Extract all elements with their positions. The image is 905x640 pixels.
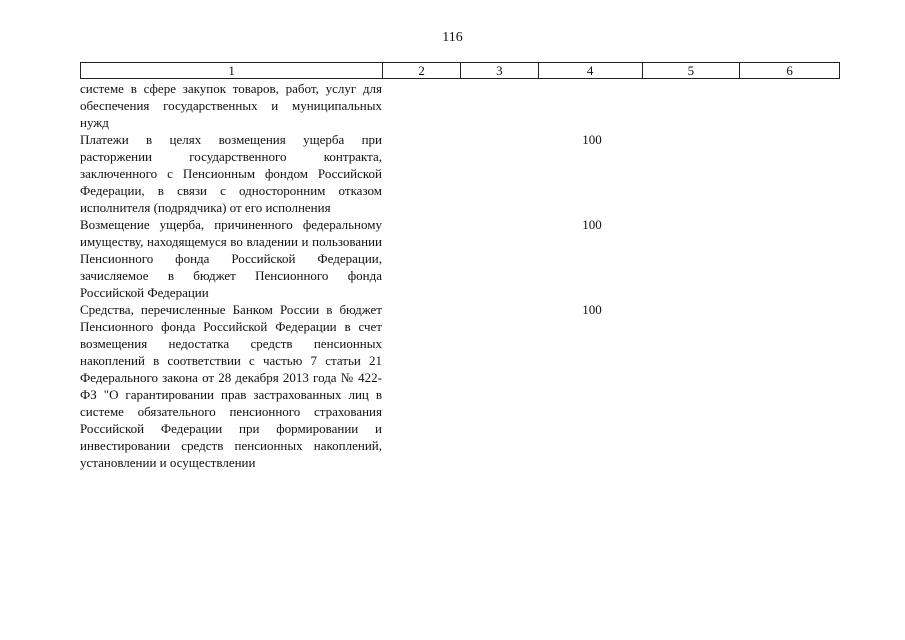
row-col4-value: 100: [582, 302, 602, 317]
table-row: [80, 80, 840, 131]
row-description: Возмещение ущерба, причиненного федеральному имуществу, находящемуся во владении и пользовании Пенсионного фонда Российской Федерации, зачисляемое в бюджет Пенсионного фонда Российской Федерации: [80, 217, 382, 300]
table-row: [80, 131, 840, 216]
header-col-1: 1: [228, 63, 235, 78]
row-col4-value: 100: [582, 217, 602, 232]
row-description: Средства, перечисленные Банком России в бюджет Пенсионного фонда Российской Федерации в счет возмещения недостатка средств пенсионных накоплений в соответствии с частью 7 статьи 21 Федерального закона от 28 декабря 2013 года № 422-ФЗ "О гарантировании прав застрахованных лиц в системе обязательного пенсионного страхования Российской Федерации при формировании и инвестировании средств пенсионных накоплений, установлении и осуществлении: [80, 302, 382, 470]
header-col-3: 3: [460, 63, 538, 78]
row-col4-value: 100: [582, 132, 602, 147]
page-number: 116: [442, 30, 463, 45]
header-col-6: 6: [739, 63, 839, 78]
row-description: системе в сфере закупок товаров, работ, услуг для обеспечения государственных и муниципальных нужд: [80, 81, 382, 130]
table-row: [80, 301, 840, 471]
table-body: [80, 80, 840, 471]
header-col-5: 5: [642, 63, 740, 78]
header-col-4: 4: [538, 63, 642, 78]
header-col-2: 2: [382, 63, 460, 78]
table-header-row: [80, 62, 840, 79]
table-row: [80, 216, 840, 301]
row-description: Платежи в целях возмещения ущерба при расторжении государственного контракта, заключенного с Пенсионным фондом Российской Федерации, в связи с односторонним отказом исполнителя (подрядчика) от его исполнения: [80, 132, 382, 215]
